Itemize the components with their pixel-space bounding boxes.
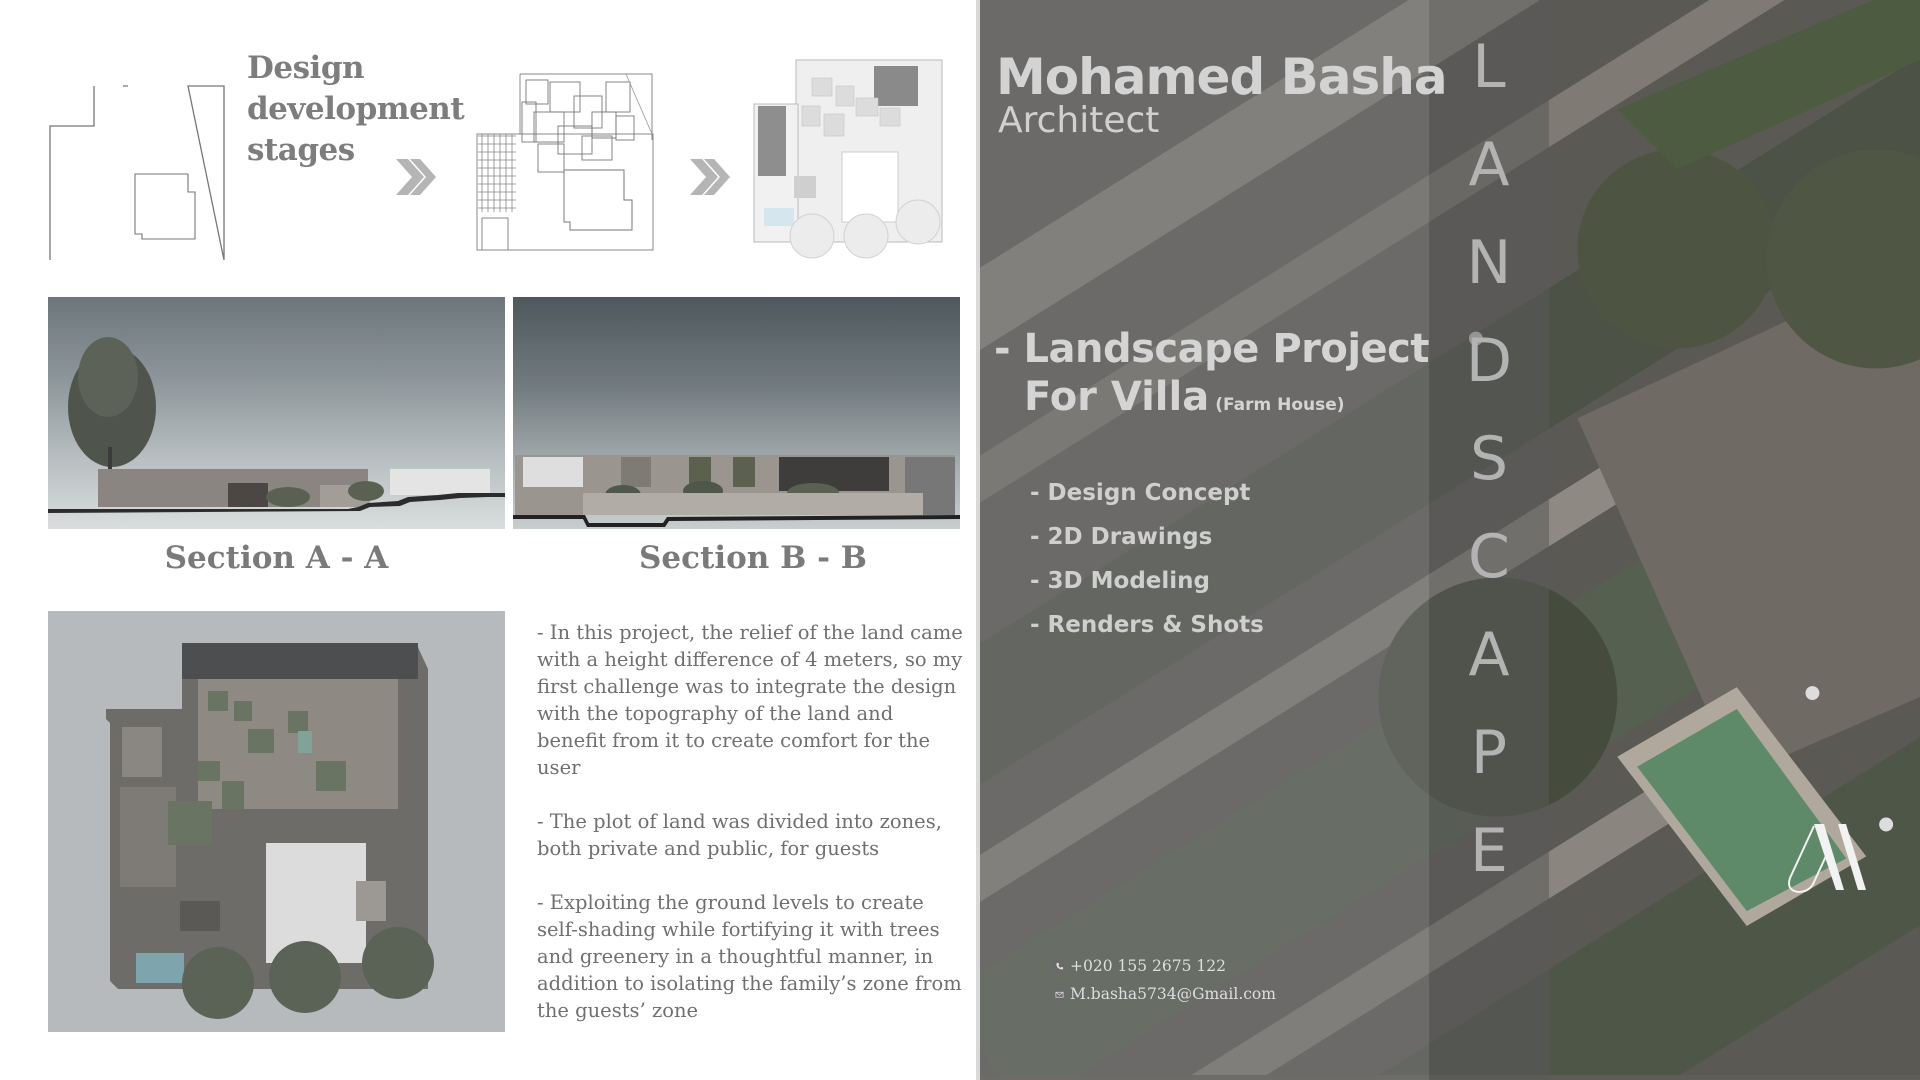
double-chevron-right-icon [688, 155, 732, 199]
service-item: - Renders & Shots [1030, 612, 1264, 638]
site-boundary-sketch [48, 84, 226, 262]
project-title-line1: - Landscape Project [994, 326, 1430, 372]
landscape-vertical-word: L A N D S C A P E [1465, 32, 1513, 886]
description-paragraph: - The plot of land was divided into zones, both private and public, for guests [537, 810, 942, 860]
cover-photo-panel [976, 0, 1920, 1080]
phone-number[interactable]: +020 155 2675 122 [1070, 957, 1226, 975]
email-address[interactable]: M.basha5734@Gmail.com [1070, 985, 1276, 1003]
site-plan-render [48, 611, 505, 1032]
mail-icon [1052, 987, 1066, 1001]
design-stages-title: Design development stages [247, 50, 465, 168]
architect-role: Architect [998, 100, 1160, 141]
phone-row [1052, 952, 1276, 980]
mb-monogram-logo-icon [1780, 820, 1870, 900]
section-a-label: Section A - A [164, 540, 389, 576]
email-row [1052, 980, 1276, 1008]
architect-name: Mohamed Basha [996, 48, 1447, 106]
service-item: - Design Concept [1030, 480, 1251, 506]
project-note: (Farm House) [1215, 395, 1345, 415]
contact-info [1052, 952, 1276, 1008]
phone-icon [1052, 959, 1066, 973]
service-item: - 3D Modeling [1030, 568, 1211, 594]
project-title-line2: For Villa (Farm House) [1024, 374, 1345, 420]
rough-zoning-sketch [476, 72, 654, 252]
double-chevron-right-icon [394, 155, 438, 199]
section-a-image [48, 297, 505, 529]
description-paragraph: - In this project, the relief of the land came with a height difference of 4 meters, so my first challenge was to integrate the design with the topography of the land and benefit from it to create comfort for the user [537, 621, 963, 779]
section-b-label: Section B - B [639, 540, 867, 576]
description-paragraph: - Exploiting the ground levels to create self-shading while fortifying it with trees and greenery in a thoughtful manner, in addition to isolating the family’s zone from the guests’ zone [537, 891, 962, 1022]
services-list [1030, 478, 1264, 654]
project-description [537, 619, 967, 1051]
final-colored-plan [752, 58, 946, 264]
section-b-image [513, 297, 960, 529]
service-item: - 2D Drawings [1030, 524, 1213, 550]
